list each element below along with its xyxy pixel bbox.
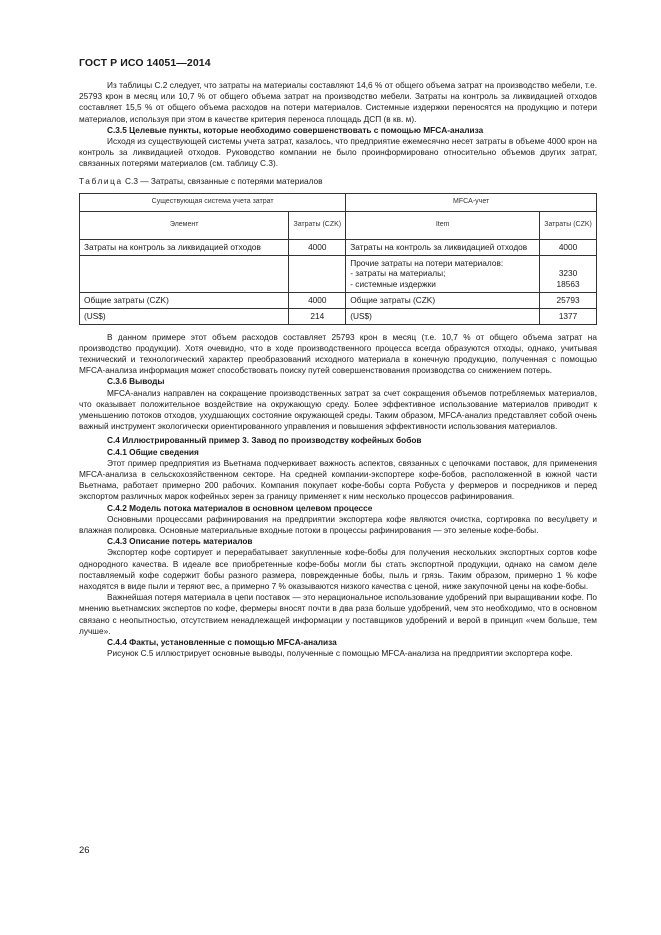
document-body [79, 80, 597, 660]
table-caption [79, 176, 597, 187]
table-cell: Общие затраты (CZK) [346, 293, 540, 309]
paragraph: Важнейшая потеря материала в цепи поставок — это нерациональное использование удобрений при выращивании кофе. По мнению вьетнамских экспертов по кофе, фермеры вносят почти в два раза больше удобрений, чем это необходимо, что в основном связано с неопытностью, отсутствием ненадлежащей информации у поставщиков удобрений и верой в принцип «чем больше, тем лучше». [79, 592, 597, 636]
table-caption-label: Таблица [79, 175, 123, 186]
group-header-existing: Существующая система учета затрат [80, 193, 346, 211]
section-heading-c42: С.4.2 Модель потока материалов в основном целевом процессе [107, 502, 373, 513]
table-cell-line: 18563 [556, 279, 580, 290]
table-cell: 4000 [540, 239, 597, 255]
paragraph: MFCA-анализ направлен на сокращение производственных затрат за счет сокращения объемов потребляемых материалов, что оказывает положительное воздействие на окружающую среду. Более эффективное использование материалов приводит к уменьшению потоков отходов, ухудшающих состояние окружающей среды. Таким образом, MFCA-анализ представляет собой очень важный инструмент экологически ориентированного управления и повышения эффективности использования материалов. [79, 387, 597, 432]
document-header: ГОСТ Р ИСО 14051—2014 [79, 57, 211, 69]
table-cell: Затраты на контроль за ликвидацией отходов [346, 239, 540, 255]
paragraph: Исходя из существующей системы учета затрат, казалось, что предприятие ежемесячно несет затраты в объеме 4000 крон на контроль за ликвидацией отходов. Руководство компании не было проинформировано относительно объемов других затрат, связанных потерями материалов (см. таблицу С.3). [79, 136, 597, 169]
paragraph: Экспортер кофе сортирует и перерабатывает закупленные кофе-бобы для получения нескольких экспортных сортов кофе однородного качества. В идеале все приобретенные кофе-бобы могли бы стать экспортной продукции, однако на самом деле поставляемый кофе содержит бобы разного размера, поврежденные бобы, пыль и грязь. Таким образом, примерно 1 % кофе находятся в виде пыли и теряют вес, а примерно 7 % оказываются низкого качества с ценой, ниже закупочной цены на кофе-бобы. [79, 547, 597, 592]
paragraph: Основными процессами рафинирования на предприятии экспортера кофе являются очистка, сортировка по весу/цвету и влажная полировка. Основные материальные входные потоки в процессы рафинирования — это зеленые кофе-бобы. [79, 513, 597, 536]
section-heading-c44: С.4.4 Факты, установленные с помощью MFCA-анализа [107, 637, 337, 648]
table-row [80, 239, 597, 255]
table-cell: 1377 [540, 308, 597, 324]
table-cell: 4000 [289, 239, 346, 255]
table-cell: Затраты на контроль за ликвидацией отходов [80, 239, 289, 255]
section-heading-c41: С.4.1 Общие сведения [107, 446, 199, 457]
table-cell-line: Прочие затраты на потери материалов: [350, 257, 504, 268]
section-heading-c4: С.4 Иллюстрированный пример 3. Завод по производству кофейных бобов [107, 435, 422, 446]
table-row [80, 308, 597, 324]
section-heading-c36: С.3.6 Выводы [107, 376, 165, 387]
col-header-costs: Затраты (CZK) [540, 211, 597, 239]
table-cell-line: - системные издержки [350, 279, 436, 290]
cost-table [79, 193, 597, 325]
table-cell-line: - затраты на материалы; [350, 268, 446, 279]
paragraph: Рисунок С.5 иллюстрирует основные выводы, полученные с помощью MFCA-анализа на предприятии экспортера кофе. [107, 648, 573, 659]
table-caption-text: С.3 — Затраты, связанные с потерями материалов [125, 175, 323, 186]
table-row [80, 255, 597, 292]
table-cell [80, 255, 289, 292]
table-cell: (US$) [80, 308, 289, 324]
table-cell: (US$) [346, 308, 540, 324]
table-cell [540, 255, 597, 292]
col-header-costs: Затраты (CZK) [289, 211, 346, 239]
section-heading-c43: С.4.3 Описание потерь материалов [107, 536, 253, 547]
col-header-element: Элемент [80, 211, 289, 239]
table-cell [289, 255, 346, 292]
group-header-mfca: MFCA-учет [346, 193, 597, 211]
table-cell: 214 [289, 308, 346, 324]
table-cell-line: 3230 [558, 268, 578, 279]
col-header-item: Item [346, 211, 540, 239]
table-cell: Общие затраты (CZK) [80, 293, 289, 309]
section-heading-c35: С.3.5 Целевые пункты, которые необходимо совершенствовать с помощью MFCA-анализа [107, 124, 484, 135]
paragraph: В данном примере этот объем расходов составляет 25793 крон в месяц (т.е. 10,7 % от общего объема затрат на производство продукции). Хотя очевидно, что в ходе производственного процесса всегда образуются отходы, однако, учитывая технический и технологический характер преобразований исходного материала в конечную продукцию, полученная с помощью MFCA-анализа информация может способствовать поиску путей совершенствования производства со снижением потерь. [79, 331, 597, 376]
table-cell: 4000 [289, 293, 346, 309]
table-row [80, 293, 597, 309]
paragraph: Этот пример предприятия из Вьетнама подчеркивает важность аспектов, связанных с цепочками поставок, для применения MFCA-анализа в сельскохозяйственном секторе. На средней компании-экспортере кофе-бобов, расположенной в южной части Вьетнама, работает примерно 200 рабочих. Компания покупает кофе-бобы сорта Робуста у фермеров и посредников и перед экспортом различных марок кофейных зерен за границу применяет к ним несколько процессов рафинирования. [79, 457, 597, 502]
page-number: 26 [79, 845, 90, 856]
table-cell [346, 255, 540, 292]
table-cell: 25793 [540, 293, 597, 309]
paragraph: Из таблицы С.2 следует, что затраты на материалы составляют 14,6 % от общего объема затрат на производство мебели, т.е. 25793 крон в месяц или 10,7 % от общего объема затрат на производство мебели. Затраты на контроль за ликвидацией отходов составляет 15,5 % от общего объема расходов на потери материалов. Системные издержки переносятся на продукцию и потери материалов, используя при этом в качестве критерия переноса площадь ДСП (в кв. м). [79, 80, 597, 124]
